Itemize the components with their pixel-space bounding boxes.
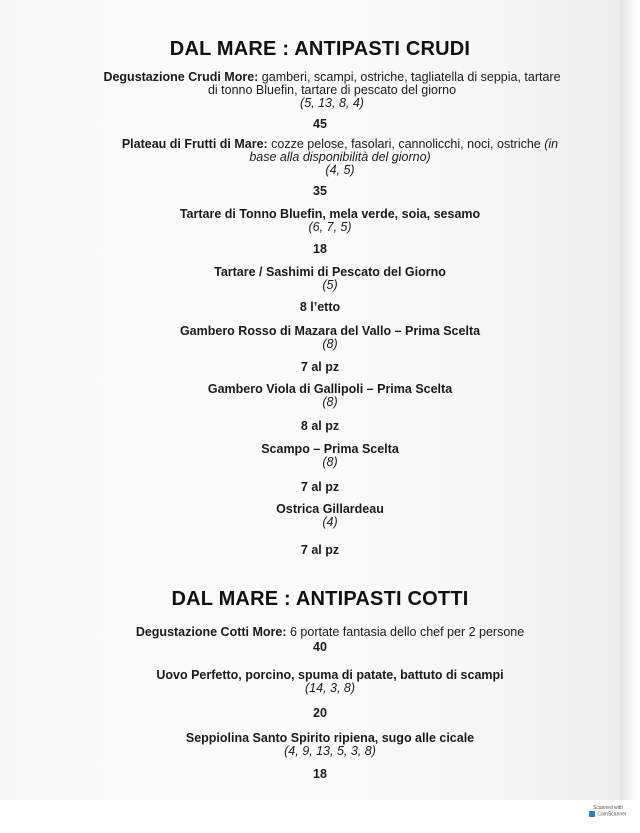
dish-name: Uovo Perfetto, porcino, spuma di patate, battuto di scampi (156, 668, 504, 682)
dish-allergens: (4, 5) (325, 163, 355, 177)
dish-allergens: (4, 9, 13, 5, 3, 8) (284, 744, 376, 758)
dish-price: 8 l’etto (299, 300, 341, 314)
dish-gambero-viola (100, 383, 560, 409)
dish-price: 7 al pz (300, 543, 340, 557)
dish-gambero-rosso (100, 325, 560, 351)
dish-price: 7 al pz (300, 360, 340, 374)
badge-caption: Scanned with (592, 805, 624, 811)
camscanner-logo-icon (589, 811, 595, 817)
dish-note: (in (544, 137, 559, 151)
dish-name: Degustazione Cotti More: (135, 625, 287, 639)
dish-description: cozze pelose, fasolari, cannolicchi, noci, ostriche (267, 137, 545, 151)
dish-allergens: (4) (322, 515, 338, 529)
dish-allergens: (6, 7, 5) (308, 220, 352, 234)
dish-price: 45 (313, 117, 327, 131)
dish-tartare-tonno (100, 208, 560, 234)
dish-price: 35 (313, 184, 327, 198)
section-title-cotti: DAL MARE : ANTIPASTI COTTI (171, 588, 469, 610)
dish-name: Degustazione Crudi More: (103, 70, 259, 84)
dish-name: Tartare / Sashimi di Pescato del Giorno (214, 265, 446, 279)
dish-name: Gambero Rosso di Mazara del Vallo – Prima Scelta (179, 324, 481, 338)
dish-allergens: (8) (322, 455, 338, 469)
dish-ostrica-gillardeau (100, 503, 560, 529)
dish-price: 18 (313, 242, 327, 256)
section-title-crudi: DAL MARE : ANTIPASTI CRUDI (169, 38, 471, 60)
dish-description-cont: di tonno Bluefin, tartare di pescato del giorno (207, 83, 457, 97)
dish-description: 6 portate fantasia dello chef per 2 persone (286, 625, 525, 639)
dish-allergens: (5) (322, 278, 338, 292)
dish-tartare-sashimi (100, 266, 560, 292)
dish-price: 18 (313, 767, 327, 781)
dish-price: 40 (313, 640, 327, 654)
badge-brand: CamScanner (597, 811, 627, 818)
dish-price: 7 al pz (300, 480, 340, 494)
dish-price: 20 (313, 706, 327, 720)
dish-name: Seppiolina Santo Spirito ripiena, sugo alle cicale (185, 731, 475, 745)
dish-degustazione-crudi (92, 71, 572, 110)
dish-description: gamberi, scampi, ostriche, tagliatella di seppia, tartare (258, 70, 561, 84)
dish-plateau-frutti-di-mare (100, 138, 580, 177)
dish-allergens: (8) (322, 395, 338, 409)
dish-scampo (100, 443, 560, 469)
dish-allergens: (5, 13, 8, 4) (300, 96, 364, 110)
dish-allergens: (14, 3, 8) (304, 681, 356, 695)
camscanner-badge (580, 805, 636, 829)
dish-name: Ostrica Gillardeau (276, 502, 384, 516)
dish-degustazione-cotti (90, 626, 570, 639)
dish-name: Gambero Viola di Gallipoli – Prima Scelta (207, 382, 453, 396)
dish-name: Scampo – Prima Scelta (261, 442, 399, 456)
dish-allergens: (8) (322, 337, 338, 351)
dish-price: 8 al pz (300, 419, 340, 433)
dish-name: Tartare di Tonno Bluefin, mela verde, soia, sesamo (179, 207, 481, 221)
dish-note-cont: base alla disponibilità del giorno) (249, 150, 431, 164)
dish-seppiolina (90, 732, 570, 758)
dish-name: Plateau di Frutti di Mare: (121, 137, 268, 151)
dish-uovo-perfetto (90, 669, 570, 695)
